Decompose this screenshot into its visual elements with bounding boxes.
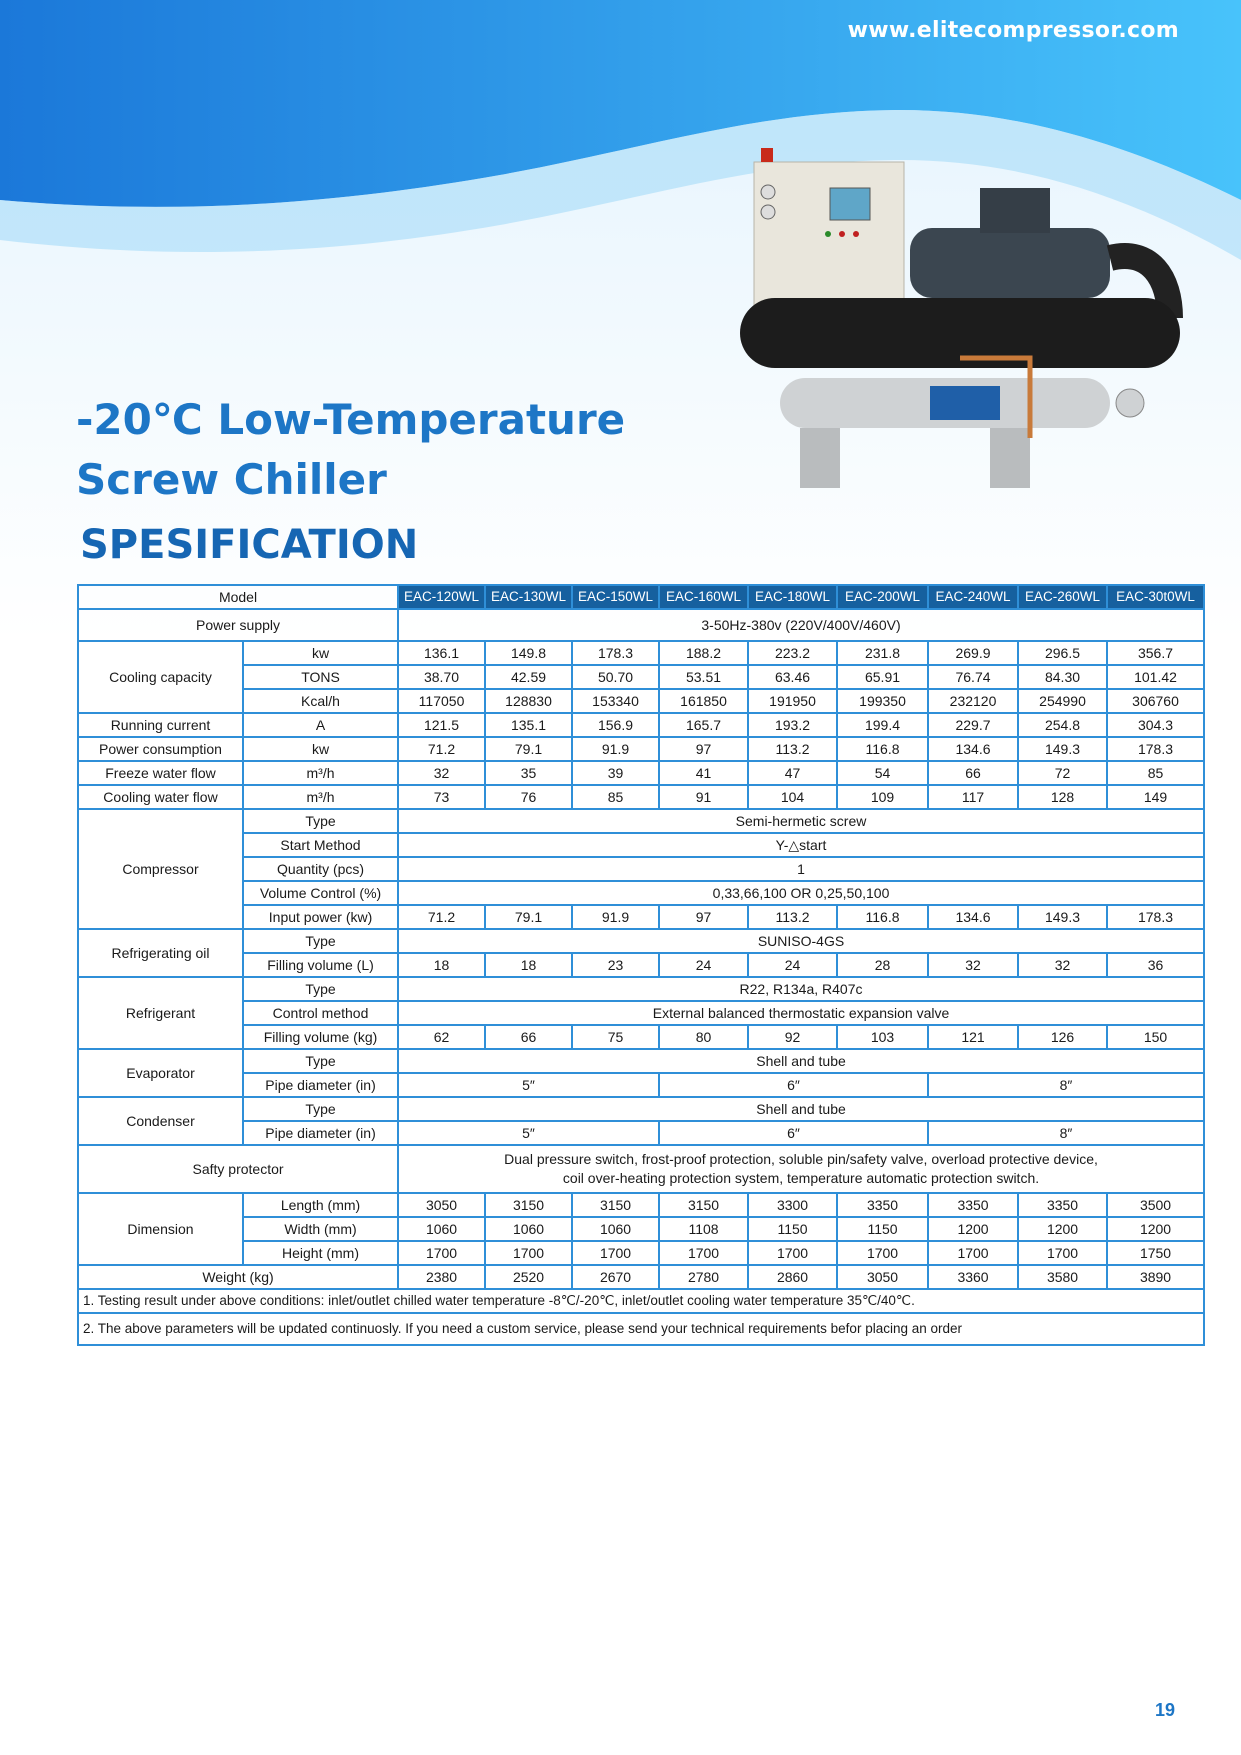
value-cell: 356.7	[1107, 641, 1204, 665]
value-cell: 116.8	[837, 737, 928, 761]
value-cell: 72	[1018, 761, 1107, 785]
value-cell: 91	[659, 785, 748, 809]
model-cell: EAC-120WL	[398, 585, 485, 609]
value-cell: 193.2	[748, 713, 837, 737]
span-value: Y-△start	[398, 833, 1204, 857]
value-cell: 188.2	[659, 641, 748, 665]
value-cell: 36	[1107, 953, 1204, 977]
value-cell: 1700	[748, 1241, 837, 1265]
value-cell: 165.7	[659, 713, 748, 737]
value-cell: 136.1	[398, 641, 485, 665]
value-cell: 39	[572, 761, 659, 785]
value-cell: 178.3	[1107, 905, 1204, 929]
value-cell: 3300	[748, 1193, 837, 1217]
value-cell: 1060	[485, 1217, 572, 1241]
table-row-compressor-start	[78, 833, 1204, 857]
value-cell: 66	[485, 1025, 572, 1049]
value-cell: 84.30	[1018, 665, 1107, 689]
value-cell: 254.8	[1018, 713, 1107, 737]
sub-label: Volume Control (%)	[243, 881, 398, 905]
value-cell: 199.4	[837, 713, 928, 737]
value-cell: 3580	[1018, 1265, 1107, 1289]
value-cell: 3050	[837, 1265, 928, 1289]
value-cell: 1060	[572, 1217, 659, 1241]
sub-label: Type	[243, 1097, 398, 1121]
value-cell: 3350	[837, 1193, 928, 1217]
value-cell: 117	[928, 785, 1018, 809]
footnote: 2. The above parameters will be updated continuosly. If you need a custom service, please send your technical requirements befor placing an order	[78, 1313, 1204, 1345]
value-cell: 3150	[572, 1193, 659, 1217]
value-cell: 121	[928, 1025, 1018, 1049]
row-label: Cooling capacity	[78, 641, 243, 713]
value-cell: 149.3	[1018, 905, 1107, 929]
value-cell: 18	[398, 953, 485, 977]
sub-label: Length (mm)	[243, 1193, 398, 1217]
table-row-model	[78, 585, 1204, 609]
sub-label: Type	[243, 929, 398, 953]
value-cell: 8″	[928, 1121, 1204, 1145]
value-cell: 3350	[928, 1193, 1018, 1217]
value-cell: 116.8	[837, 905, 928, 929]
value-cell: 35	[485, 761, 572, 785]
unit-cell: A	[243, 713, 398, 737]
value-cell: 2780	[659, 1265, 748, 1289]
model-cell: EAC-130WL	[485, 585, 572, 609]
value-cell: 101.42	[1107, 665, 1204, 689]
value-cell: 5″	[398, 1121, 659, 1145]
sub-label: Width (mm)	[243, 1217, 398, 1241]
sub-label: Type	[243, 809, 398, 833]
value-cell: 85	[1107, 761, 1204, 785]
value-cell: 32	[1018, 953, 1107, 977]
row-label: Power consumption	[78, 737, 243, 761]
row-label: Running current	[78, 713, 243, 737]
value-cell: 150	[1107, 1025, 1204, 1049]
sub-label: Pipe diameter (in)	[243, 1121, 398, 1145]
row-label: Compressor	[78, 809, 243, 929]
value-cell: 54	[837, 761, 928, 785]
value-cell: 3360	[928, 1265, 1018, 1289]
sub-label: Control method	[243, 1001, 398, 1025]
model-cell: EAC-260WL	[1018, 585, 1107, 609]
value-cell: 3150	[659, 1193, 748, 1217]
table-row-note-2	[78, 1313, 1204, 1345]
safety-line-1: Dual pressure switch, frost-proof protection, soluble pin/safety valve, overload protective device,	[504, 1151, 1098, 1167]
sub-label: Start Method	[243, 833, 398, 857]
value-cell: 71.2	[398, 737, 485, 761]
model-cell: EAC-200WL	[837, 585, 928, 609]
unit-cell: m³/h	[243, 761, 398, 785]
value-cell: 191950	[748, 689, 837, 713]
value-cell: 229.7	[928, 713, 1018, 737]
value-cell: 269.9	[928, 641, 1018, 665]
table-row-weight	[78, 1265, 1204, 1289]
table-row-compressor-type	[78, 809, 1204, 833]
value-cell: 231.8	[837, 641, 928, 665]
value-cell: 104	[748, 785, 837, 809]
table-row-compressor-quantity	[78, 857, 1204, 881]
value-cell: 161850	[659, 689, 748, 713]
span-value: 3-50Hz-380v (220V/400V/460V)	[398, 609, 1204, 641]
model-cell: EAC-180WL	[748, 585, 837, 609]
table-row-cooling-tons	[78, 665, 1204, 689]
value-cell: 97	[659, 905, 748, 929]
value-cell: 85	[572, 785, 659, 809]
website-url[interactable]: www.elitecompressor.com	[847, 18, 1179, 43]
value-cell: 62	[398, 1025, 485, 1049]
value-cell: 76	[485, 785, 572, 809]
table-row-cooling-kcal	[78, 689, 1204, 713]
sub-label: Filling volume (kg)	[243, 1025, 398, 1049]
row-label: Freeze water flow	[78, 761, 243, 785]
value-cell: 38.70	[398, 665, 485, 689]
value-cell: 135.1	[485, 713, 572, 737]
row-label: Condenser	[78, 1097, 243, 1145]
value-cell: 1150	[748, 1217, 837, 1241]
row-label: Dimension	[78, 1193, 243, 1265]
model-cell: EAC-150WL	[572, 585, 659, 609]
value-cell: 254990	[1018, 689, 1107, 713]
value-cell: 5″	[398, 1073, 659, 1097]
value-cell: 232120	[928, 689, 1018, 713]
value-cell: 296.5	[1018, 641, 1107, 665]
value-cell: 65.91	[837, 665, 928, 689]
model-cell: EAC-160WL	[659, 585, 748, 609]
value-cell: 2380	[398, 1265, 485, 1289]
unit-cell: TONS	[243, 665, 398, 689]
span-value: 0,33,66,100 OR 0,25,50,100	[398, 881, 1204, 905]
table-row-oil-filling	[78, 953, 1204, 977]
value-cell: 71.2	[398, 905, 485, 929]
unit-cell: m³/h	[243, 785, 398, 809]
row-label: Weight (kg)	[78, 1265, 398, 1289]
row-label: Safty protector	[78, 1145, 398, 1193]
value-cell: 1700	[572, 1241, 659, 1265]
value-cell: 223.2	[748, 641, 837, 665]
value-cell: 3890	[1107, 1265, 1204, 1289]
value-cell: 1700	[928, 1241, 1018, 1265]
value-cell: 1200	[1107, 1217, 1204, 1241]
value-cell: 149.8	[485, 641, 572, 665]
table-row-dimension-length	[78, 1193, 1204, 1217]
safety-line-2: coil over-heating protection system, temperature automatic protection switch.	[562, 1170, 1040, 1186]
specification-table	[77, 584, 1205, 1346]
span-value: 1	[398, 857, 1204, 881]
page-number: 19	[1154, 1700, 1175, 1720]
value-cell: 199350	[837, 689, 928, 713]
value-cell: 79.1	[485, 737, 572, 761]
value-cell: 18	[485, 953, 572, 977]
row-label: Model	[78, 585, 398, 609]
value-cell: 42.59	[485, 665, 572, 689]
value-cell: 134.6	[928, 905, 1018, 929]
value-cell: 6″	[659, 1121, 928, 1145]
value-cell: 117050	[398, 689, 485, 713]
value-cell: 6″	[659, 1073, 928, 1097]
value-cell: 1150	[837, 1217, 928, 1241]
value-cell: 1700	[837, 1241, 928, 1265]
value-cell: 2860	[748, 1265, 837, 1289]
value-cell: 149.3	[1018, 737, 1107, 761]
value-cell: 128830	[485, 689, 572, 713]
row-label: Power supply	[78, 609, 398, 641]
value-cell: 66	[928, 761, 1018, 785]
span-value: SUNISO-4GS	[398, 929, 1204, 953]
page-title	[76, 390, 625, 510]
row-label: Refrigerating oil	[78, 929, 243, 977]
table-row-refrigerant-filling	[78, 1025, 1204, 1049]
table-row-condenser-type	[78, 1097, 1204, 1121]
specification-heading: SPESIFICATION	[80, 522, 419, 568]
title-line-2: Screw Chiller	[76, 455, 387, 504]
value-cell: 178.3	[1107, 737, 1204, 761]
table-row-dimension-height	[78, 1241, 1204, 1265]
table-row-cooling-kw	[78, 641, 1204, 665]
value-cell: 92	[748, 1025, 837, 1049]
table-row-freeze-water-flow	[78, 761, 1204, 785]
table-row-cooling-water-flow	[78, 785, 1204, 809]
table-row-refrigerant-control	[78, 1001, 1204, 1025]
value-cell: 126	[1018, 1025, 1107, 1049]
model-cell: EAC-30t0WL	[1107, 585, 1204, 609]
value-cell: 1750	[1107, 1241, 1204, 1265]
table-row-power-supply	[78, 609, 1204, 641]
span-value: Semi-hermetic screw	[398, 809, 1204, 833]
value-cell: 75	[572, 1025, 659, 1049]
sub-label: Input power (kw)	[243, 905, 398, 929]
value-cell: 1700	[485, 1241, 572, 1265]
sub-label: Quantity (pcs)	[243, 857, 398, 881]
value-cell: 128	[1018, 785, 1107, 809]
value-cell: 97	[659, 737, 748, 761]
screw-chiller-product-image	[730, 148, 1210, 530]
value-cell: 41	[659, 761, 748, 785]
value-cell: 1200	[1018, 1217, 1107, 1241]
value-cell: 47	[748, 761, 837, 785]
value-cell: 103	[837, 1025, 928, 1049]
unit-cell: kw	[243, 641, 398, 665]
sub-label: Pipe diameter (in)	[243, 1073, 398, 1097]
table-row-evaporator-pipe	[78, 1073, 1204, 1097]
sub-label: Type	[243, 977, 398, 1001]
span-value	[398, 1145, 1204, 1193]
table-row-condenser-pipe	[78, 1121, 1204, 1145]
value-cell: 1700	[659, 1241, 748, 1265]
value-cell: 53.51	[659, 665, 748, 689]
span-value: External balanced thermostatic expansion valve	[398, 1001, 1204, 1025]
span-value: Shell and tube	[398, 1097, 1204, 1121]
unit-cell: Kcal/h	[243, 689, 398, 713]
row-label: Cooling water flow	[78, 785, 243, 809]
value-cell: 1060	[398, 1217, 485, 1241]
value-cell: 149	[1107, 785, 1204, 809]
value-cell: 1700	[1018, 1241, 1107, 1265]
table-row-note-1	[78, 1289, 1204, 1313]
value-cell: 121.5	[398, 713, 485, 737]
table-row-dimension-width	[78, 1217, 1204, 1241]
table-row-compressor-volume	[78, 881, 1204, 905]
value-cell: 63.46	[748, 665, 837, 689]
sub-label: Type	[243, 1049, 398, 1073]
value-cell: 24	[748, 953, 837, 977]
value-cell: 1700	[398, 1241, 485, 1265]
value-cell: 8″	[928, 1073, 1204, 1097]
value-cell: 113.2	[748, 905, 837, 929]
value-cell: 1200	[928, 1217, 1018, 1241]
value-cell: 23	[572, 953, 659, 977]
table-row-power-consumption	[78, 737, 1204, 761]
value-cell: 2670	[572, 1265, 659, 1289]
value-cell: 80	[659, 1025, 748, 1049]
sub-label: Filling volume (L)	[243, 953, 398, 977]
value-cell: 3050	[398, 1193, 485, 1217]
value-cell: 153340	[572, 689, 659, 713]
value-cell: 113.2	[748, 737, 837, 761]
sub-label: Height (mm)	[243, 1241, 398, 1265]
table-row-safety	[78, 1145, 1204, 1193]
value-cell: 1108	[659, 1217, 748, 1241]
unit-cell: kw	[243, 737, 398, 761]
value-cell: 24	[659, 953, 748, 977]
value-cell: 3350	[1018, 1193, 1107, 1217]
table-row-compressor-input-power	[78, 905, 1204, 929]
value-cell: 304.3	[1107, 713, 1204, 737]
value-cell: 32	[928, 953, 1018, 977]
span-value: R22, R134a, R407c	[398, 977, 1204, 1001]
value-cell: 134.6	[928, 737, 1018, 761]
value-cell: 28	[837, 953, 928, 977]
value-cell: 306760	[1107, 689, 1204, 713]
table-row-oil-type	[78, 929, 1204, 953]
value-cell: 91.9	[572, 905, 659, 929]
value-cell: 109	[837, 785, 928, 809]
value-cell: 32	[398, 761, 485, 785]
value-cell: 76.74	[928, 665, 1018, 689]
table-row-running-current	[78, 713, 1204, 737]
table-row-evaporator-type	[78, 1049, 1204, 1073]
value-cell: 3500	[1107, 1193, 1204, 1217]
row-label: Evaporator	[78, 1049, 243, 1097]
value-cell: 73	[398, 785, 485, 809]
value-cell: 156.9	[572, 713, 659, 737]
value-cell: 79.1	[485, 905, 572, 929]
span-value: Shell and tube	[398, 1049, 1204, 1073]
value-cell: 50.70	[572, 665, 659, 689]
value-cell: 178.3	[572, 641, 659, 665]
value-cell: 2520	[485, 1265, 572, 1289]
row-label: Refrigerant	[78, 977, 243, 1049]
table-row-refrigerant-type	[78, 977, 1204, 1001]
footnote: 1. Testing result under above conditions: inlet/outlet chilled water temperature -8℃/-20℃, inlet/outlet cooling water temperature 35℃/40℃.	[78, 1289, 1204, 1313]
value-cell: 3150	[485, 1193, 572, 1217]
value-cell: 91.9	[572, 737, 659, 761]
title-line-1: -20℃ Low-Temperature	[76, 395, 626, 444]
model-cell: EAC-240WL	[928, 585, 1018, 609]
